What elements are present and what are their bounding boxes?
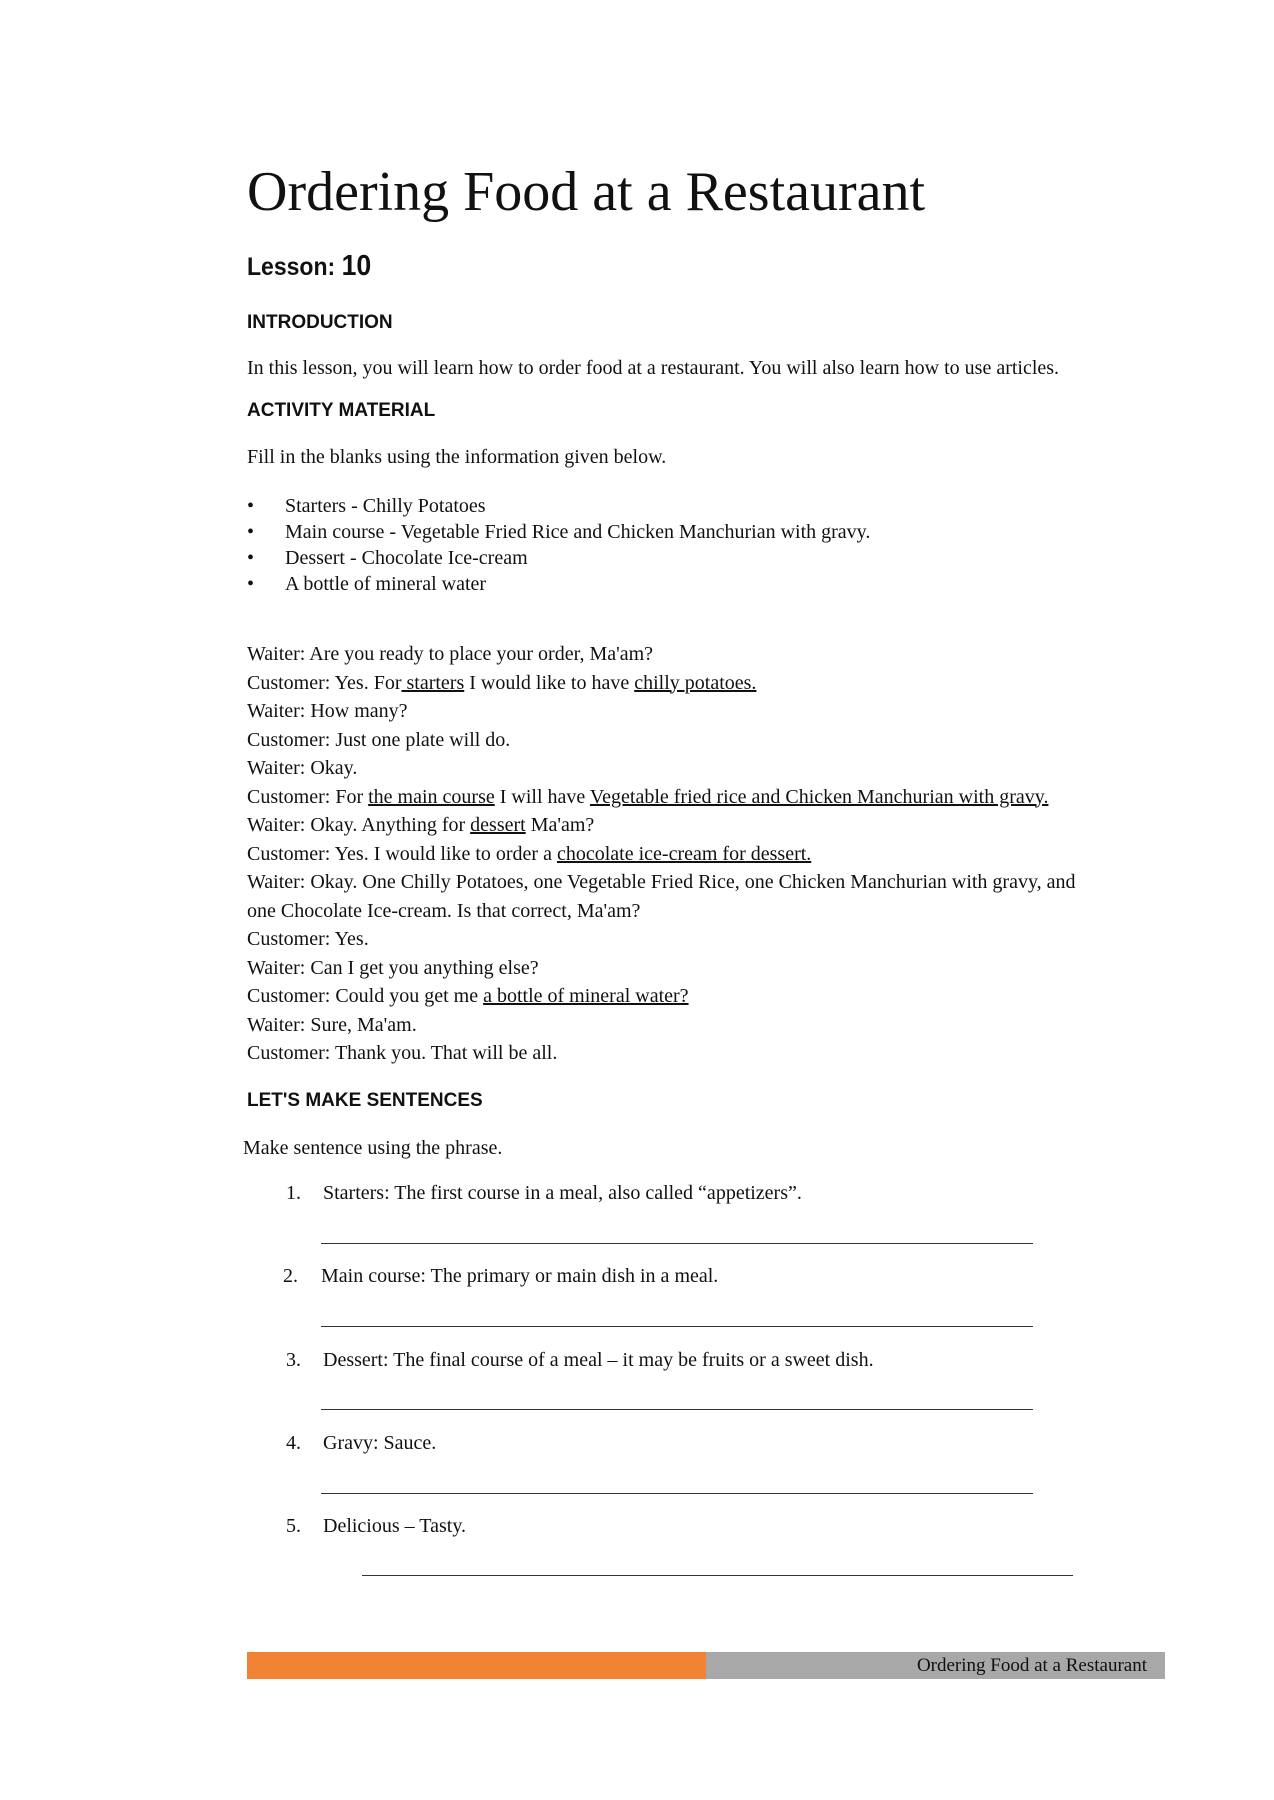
- dialogue-line: one Chocolate Ice-cream. Is that correct, Ma'am?: [247, 899, 641, 922]
- sentence-number: 3.: [286, 1349, 301, 1371]
- dialogue-line: Waiter: Are you ready to place your order, Ma'am?: [247, 643, 654, 665]
- dialogue-line: Waiter: Okay. Anything for dessert Ma'am?: [247, 814, 595, 836]
- dialogue-line: Customer: Yes.: [247, 928, 369, 950]
- answer-line[interactable]: [321, 1326, 1033, 1327]
- lesson-prefix: Lesson:: [247, 253, 336, 281]
- answer-line[interactable]: [321, 1243, 1033, 1244]
- answer-line[interactable]: [362, 1575, 1073, 1576]
- dialogue-line: Waiter: How many?: [247, 700, 408, 722]
- dialogue-line: Customer: Could you get me a bottle of mineral water?: [247, 985, 689, 1007]
- page-title: Ordering Food at a Restaurant: [247, 161, 926, 223]
- lesson-number: 10: [341, 250, 372, 282]
- sentence-number: 2.: [283, 1265, 298, 1287]
- sentences-instruction: Make sentence using the phrase.: [243, 1137, 503, 1159]
- activity-instruction: Fill in the blanks using the information given below.: [247, 446, 667, 468]
- sentence-number: 5.: [286, 1515, 301, 1537]
- sentences-heading: LET'S MAKE SENTENCES: [247, 1090, 483, 1111]
- dialogue-line: Customer: Yes. For starters I would like to have chilly potatoes.: [247, 671, 757, 694]
- bullet-item: • A bottle of mineral water: [247, 573, 487, 595]
- dialogue-line: Customer: Just one plate will do.: [247, 728, 511, 751]
- sentence-prompt: Dessert: The final course of a meal – it may be fruits or a sweet dish.: [323, 1349, 874, 1371]
- sentence-prompt: Delicious – Tasty.: [323, 1515, 467, 1537]
- dialogue-line: Customer: For the main course I will have Vegetable fried rice and Chicken Manchurian with gravy.: [247, 785, 1049, 808]
- dialogue-line: Waiter: Okay.: [247, 757, 358, 779]
- sentence-number: 4.: [286, 1432, 301, 1454]
- answer-line[interactable]: [321, 1493, 1033, 1494]
- dialogue-line: Waiter: Can I get you anything else?: [247, 956, 539, 979]
- footer-bar: [706, 1652, 1165, 1679]
- footer-text: Ordering Food at a Restaurant: [916, 1655, 1147, 1676]
- bullet-item: • Dessert - Chocolate Ice-cream: [247, 547, 528, 569]
- introduction-text: In this lesson, you will learn how to order food at a restaurant. You will also learn how to use articles.: [247, 357, 1060, 379]
- introduction-heading: INTRODUCTION: [247, 312, 393, 333]
- answer-line[interactable]: [321, 1409, 1033, 1410]
- dialogue-line: Waiter: Okay. One Chilly Potatoes, one Vegetable Fried Rice, one Chicken Manchurian with gravy, and: [247, 871, 1076, 893]
- dialogue-line: Customer: Thank you. That will be all.: [247, 1042, 558, 1064]
- lesson-label: [247, 250, 371, 283]
- bullet-item: • Starters - Chilly Potatoes: [247, 495, 486, 517]
- sentence-prompt: Starters: The first course in a meal, also called “appetizers”.: [323, 1182, 802, 1204]
- sentence-prompt: Gravy: Sauce.: [323, 1432, 437, 1454]
- footer-accent-bar: [247, 1652, 706, 1679]
- activity-heading: ACTIVITY MATERIAL: [247, 400, 436, 421]
- sentence-prompt: Main course: The primary or main dish in a meal.: [321, 1265, 719, 1287]
- sentence-number: 1.: [286, 1182, 301, 1204]
- dialogue-line: Customer: Yes. I would like to order a chocolate ice-cream for dessert.: [247, 842, 812, 865]
- dialogue-line: Waiter: Sure, Ma'am.: [247, 1013, 417, 1036]
- bullet-item: • Main course - Vegetable Fried Rice and Chicken Manchurian with gravy.: [247, 521, 871, 543]
- dialogue: [247, 640, 1076, 1068]
